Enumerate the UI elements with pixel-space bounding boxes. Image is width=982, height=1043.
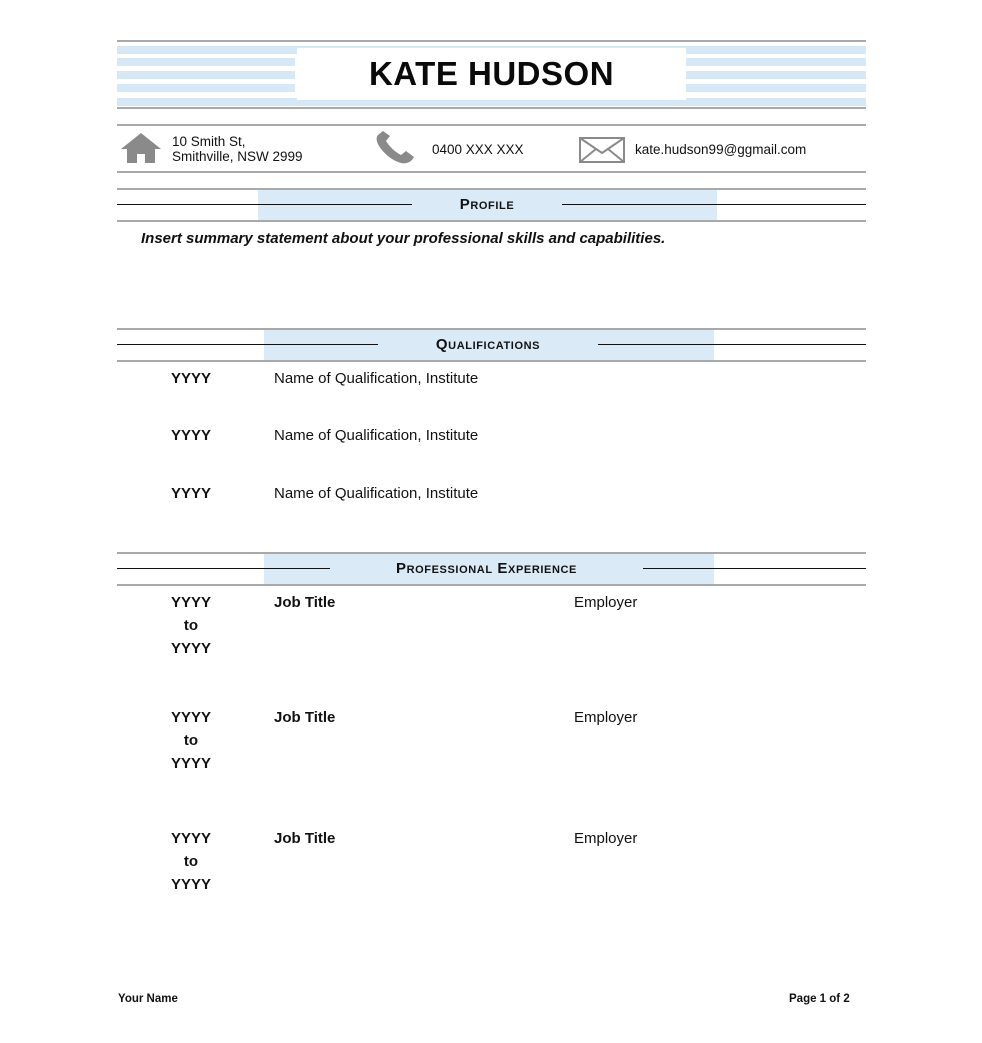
section-header-experience (117, 552, 866, 586)
address (172, 134, 303, 164)
address-line-2: Smithville, NSW 2999 (172, 149, 303, 164)
section-header-qualifications (117, 328, 866, 362)
section-title-profile: Profile (412, 190, 562, 220)
date-from: YYYY (170, 709, 212, 726)
employer: Employer (574, 709, 638, 726)
qualification-name: Name of Qualification, Institute (274, 427, 479, 444)
date-to-word: to (183, 853, 199, 870)
date-to: YYYY (170, 755, 212, 772)
job-title: Job Title (274, 830, 336, 847)
contact-bottom-rule (117, 171, 866, 173)
name-header (117, 40, 866, 110)
footer-name: Your Name (118, 993, 178, 1005)
section-title-qualifications: Qualifications (378, 330, 598, 360)
address-line-1: 10 Smith St, (172, 134, 246, 149)
phone-icon (374, 131, 416, 165)
date-from: YYYY (170, 830, 212, 847)
employer: Employer (574, 594, 638, 611)
qualification-year: YYYY (170, 427, 212, 444)
employer: Employer (574, 830, 638, 847)
date-from: YYYY (170, 594, 212, 611)
experience-dates (156, 591, 226, 660)
date-to: YYYY (170, 640, 212, 657)
qualification-name: Name of Qualification, Institute (274, 370, 479, 387)
job-title: Job Title (274, 594, 336, 611)
contact-top-rule (117, 124, 866, 126)
date-to-word: to (183, 617, 199, 634)
email-address: kate.hudson99@ggmail.com (635, 142, 807, 157)
candidate-name: KATE HUDSON (297, 48, 686, 100)
date-to-word: to (183, 732, 199, 749)
footer-page-number: Page 1 of 2 (789, 993, 850, 1005)
job-title: Job Title (274, 709, 336, 726)
experience-dates (156, 706, 226, 775)
qualification-year: YYYY (170, 485, 212, 502)
experience-dates (156, 827, 226, 896)
phone-number: 0400 XXX XXX (432, 142, 524, 157)
date-to: YYYY (170, 876, 212, 893)
qualification-year: YYYY (170, 370, 212, 387)
home-icon (120, 132, 162, 164)
mail-icon (579, 137, 625, 163)
section-title-experience: Professional Experience (330, 554, 643, 584)
qualification-name: Name of Qualification, Institute (274, 485, 479, 502)
section-header-profile (117, 188, 866, 222)
profile-summary: Insert summary statement about your professional skills and capabilities. (141, 230, 666, 247)
